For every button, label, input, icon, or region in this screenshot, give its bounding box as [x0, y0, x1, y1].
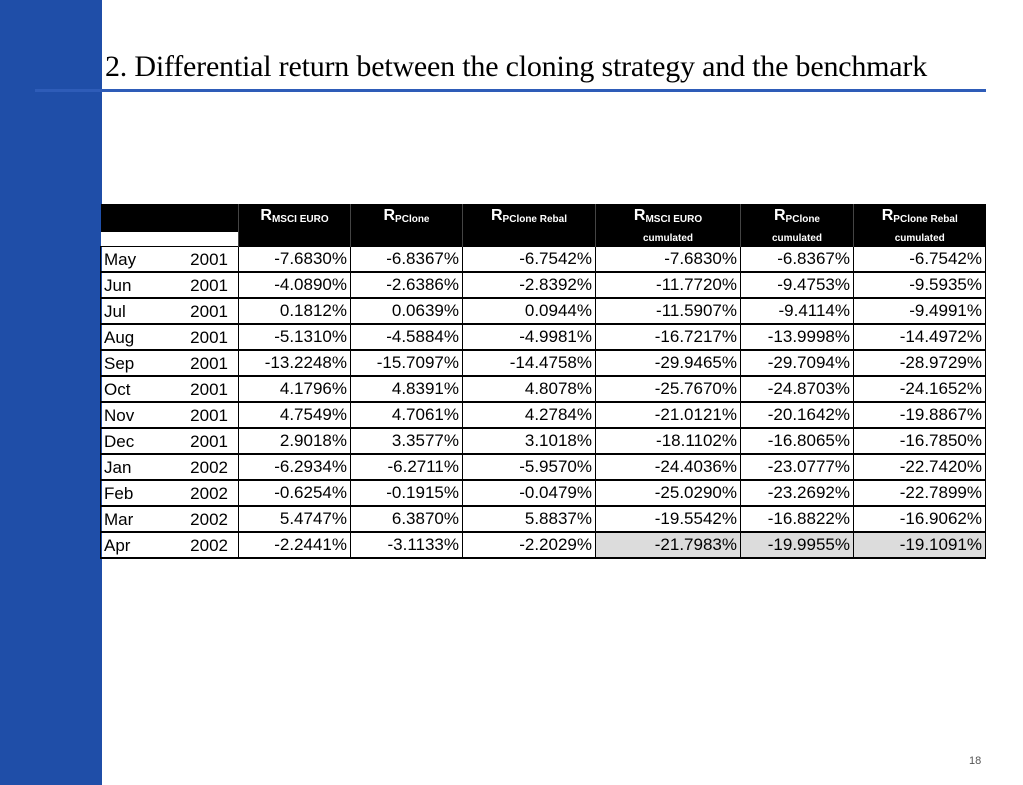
header-period-cell: [101, 204, 239, 247]
table-row: [101, 480, 986, 506]
cumulated-return-cell: -24.1652%: [854, 376, 986, 402]
period-cell: [101, 454, 239, 480]
return-cell: 6.3870%: [351, 506, 463, 532]
month-label: Jul: [104, 302, 126, 321]
cumulated-return-cell: -11.5907%: [596, 298, 741, 324]
header-r-msci-euro: RMSCI EURO: [239, 204, 351, 247]
cumulated-return-cell: -9.4114%: [741, 298, 854, 324]
return-cell: 4.7061%: [351, 402, 463, 428]
month-label: Jan: [104, 458, 132, 477]
return-cell: -2.2029%: [463, 532, 596, 558]
cumulated-return-cell: -24.8703%: [741, 376, 854, 402]
return-cell: -5.1310%: [239, 324, 351, 350]
period-cell: [101, 272, 239, 298]
table-row: [101, 272, 986, 298]
table-row: [101, 324, 986, 350]
returns-table: [100, 204, 986, 559]
table-row: [101, 402, 986, 428]
return-cell: -2.6386%: [351, 272, 463, 298]
month-label: Aug: [104, 328, 135, 347]
cumulated-return-cell: -25.7670%: [596, 376, 741, 402]
cumulated-return-cell: -16.8065%: [741, 428, 854, 454]
cumulated-return-cell: -13.9998%: [741, 324, 854, 350]
cumulated-return-cell: -6.8367%: [741, 247, 854, 273]
period-cell: [101, 532, 239, 558]
month-label: Dec: [104, 432, 135, 451]
return-cell: 4.2784%: [463, 402, 596, 428]
return-cell: 4.8391%: [351, 376, 463, 402]
cumulated-return-cell: -16.7850%: [854, 428, 986, 454]
cumulated-return-cell: -16.7217%: [596, 324, 741, 350]
cumulated-return-cell: -19.5542%: [596, 506, 741, 532]
header-r-pclone-cumulated: RPClone cumulated: [741, 204, 854, 247]
returns-table-container: [100, 204, 986, 559]
return-cell: -0.0479%: [463, 480, 596, 506]
cumulated-return-cell: -25.0290%: [596, 480, 741, 506]
cumulated-return-cell: -19.9955%: [741, 532, 854, 558]
return-cell: 5.8837%: [463, 506, 596, 532]
left-accent-bar: [0, 0, 102, 785]
cumulated-return-cell: -22.7420%: [854, 454, 986, 480]
cumulated-return-cell: -23.0777%: [741, 454, 854, 480]
cumulated-return-cell: -24.4036%: [596, 454, 741, 480]
return-cell: -13.2248%: [239, 350, 351, 376]
period-cell: [101, 376, 239, 402]
period-cell: [101, 298, 239, 324]
return-cell: 5.4747%: [239, 506, 351, 532]
year-label: 2001: [190, 354, 228, 373]
header-r-pclone-rebal-cumulated: RPClone Rebal cumulated: [854, 204, 986, 247]
return-cell: -6.2934%: [239, 454, 351, 480]
cumulated-return-cell: -23.2692%: [741, 480, 854, 506]
cumulated-return-cell: -16.8822%: [741, 506, 854, 532]
cumulated-return-cell: -14.4972%: [854, 324, 986, 350]
return-cell: -6.2711%: [351, 454, 463, 480]
return-cell: 0.0639%: [351, 298, 463, 324]
return-cell: -4.9981%: [463, 324, 596, 350]
year-label: 2001: [190, 276, 228, 295]
year-label: 2001: [190, 406, 228, 425]
return-cell: -3.1133%: [351, 532, 463, 558]
month-label: May: [104, 250, 137, 269]
cumulated-return-cell: -21.0121%: [596, 402, 741, 428]
cumulated-return-cell: -29.9465%: [596, 350, 741, 376]
month-label: Sep: [104, 354, 135, 373]
cumulated-return-cell: -6.7542%: [854, 247, 986, 273]
cumulated-return-cell: -29.7094%: [741, 350, 854, 376]
year-label: 2001: [190, 380, 228, 399]
table-header-row: [101, 204, 986, 247]
header-r-msci-euro-cumulated: RMSCI EURO cumulated: [596, 204, 741, 247]
return-cell: 0.1812%: [239, 298, 351, 324]
cumulated-return-cell: -16.9062%: [854, 506, 986, 532]
year-label: 2001: [190, 250, 228, 269]
return-cell: -2.2441%: [239, 532, 351, 558]
month-label: Oct: [104, 380, 131, 399]
return-cell: -6.7542%: [463, 247, 596, 273]
return-cell: 4.8078%: [463, 376, 596, 402]
table-row: [101, 350, 986, 376]
return-cell: -14.4758%: [463, 350, 596, 376]
table-row: [101, 247, 986, 273]
cumulated-return-cell: -9.4991%: [854, 298, 986, 324]
year-label: 2001: [190, 432, 228, 451]
month-label: Nov: [104, 406, 135, 425]
period-cell: [101, 402, 239, 428]
table-row: [101, 506, 986, 532]
cumulated-return-cell: -9.5935%: [854, 272, 986, 298]
table-row: [101, 298, 986, 324]
table-body: [101, 247, 986, 559]
page-number: 18: [969, 755, 982, 767]
return-cell: -6.8367%: [351, 247, 463, 273]
year-label: 2002: [190, 458, 228, 477]
cumulated-return-cell: -28.9729%: [854, 350, 986, 376]
table-row: [101, 454, 986, 480]
table-row: [101, 428, 986, 454]
period-cell: [101, 480, 239, 506]
header-period-gap: [101, 232, 239, 246]
cumulated-return-cell: -22.7899%: [854, 480, 986, 506]
month-label: Apr: [104, 536, 131, 555]
table-row: [101, 532, 986, 558]
return-cell: -5.9570%: [463, 454, 596, 480]
return-cell: -0.6254%: [239, 480, 351, 506]
return-cell: 0.0944%: [463, 298, 596, 324]
period-cell: [101, 506, 239, 532]
cumulated-return-cell: -19.8867%: [854, 402, 986, 428]
period-cell: [101, 428, 239, 454]
year-label: 2002: [190, 484, 228, 503]
period-cell: [101, 350, 239, 376]
cumulated-return-cell: -18.1102%: [596, 428, 741, 454]
slide-title: 2. Differential return between the cloning strategy and the benchmark: [105, 50, 927, 83]
period-cell: [101, 324, 239, 350]
year-label: 2002: [190, 536, 228, 555]
header-r-pclone-rebal: RPClone Rebal: [463, 204, 596, 247]
cumulated-return-cell: -11.7720%: [596, 272, 741, 298]
header-r-pclone: RPClone: [351, 204, 463, 247]
return-cell: 3.3577%: [351, 428, 463, 454]
return-cell: -4.5884%: [351, 324, 463, 350]
month-label: Jun: [104, 276, 132, 295]
return-cell: -15.7097%: [351, 350, 463, 376]
month-label: Feb: [104, 484, 134, 503]
year-label: 2001: [190, 328, 228, 347]
cumulated-return-cell: -7.6830%: [596, 247, 741, 273]
return-cell: 4.1796%: [239, 376, 351, 402]
return-cell: -4.0890%: [239, 272, 351, 298]
cumulated-return-cell: -19.1091%: [854, 532, 986, 558]
cumulated-return-cell: -9.4753%: [741, 272, 854, 298]
return-cell: -2.8392%: [463, 272, 596, 298]
return-cell: -0.1915%: [351, 480, 463, 506]
title-underline: [35, 89, 986, 92]
return-cell: 3.1018%: [463, 428, 596, 454]
return-cell: -7.6830%: [239, 247, 351, 273]
month-label: Mar: [104, 510, 134, 529]
return-cell: 2.9018%: [239, 428, 351, 454]
year-label: 2002: [190, 510, 228, 529]
cumulated-return-cell: -21.7983%: [596, 532, 741, 558]
period-cell: [101, 247, 239, 273]
return-cell: 4.7549%: [239, 402, 351, 428]
year-label: 2001: [190, 302, 228, 321]
table-row: [101, 376, 986, 402]
cumulated-return-cell: -20.1642%: [741, 402, 854, 428]
